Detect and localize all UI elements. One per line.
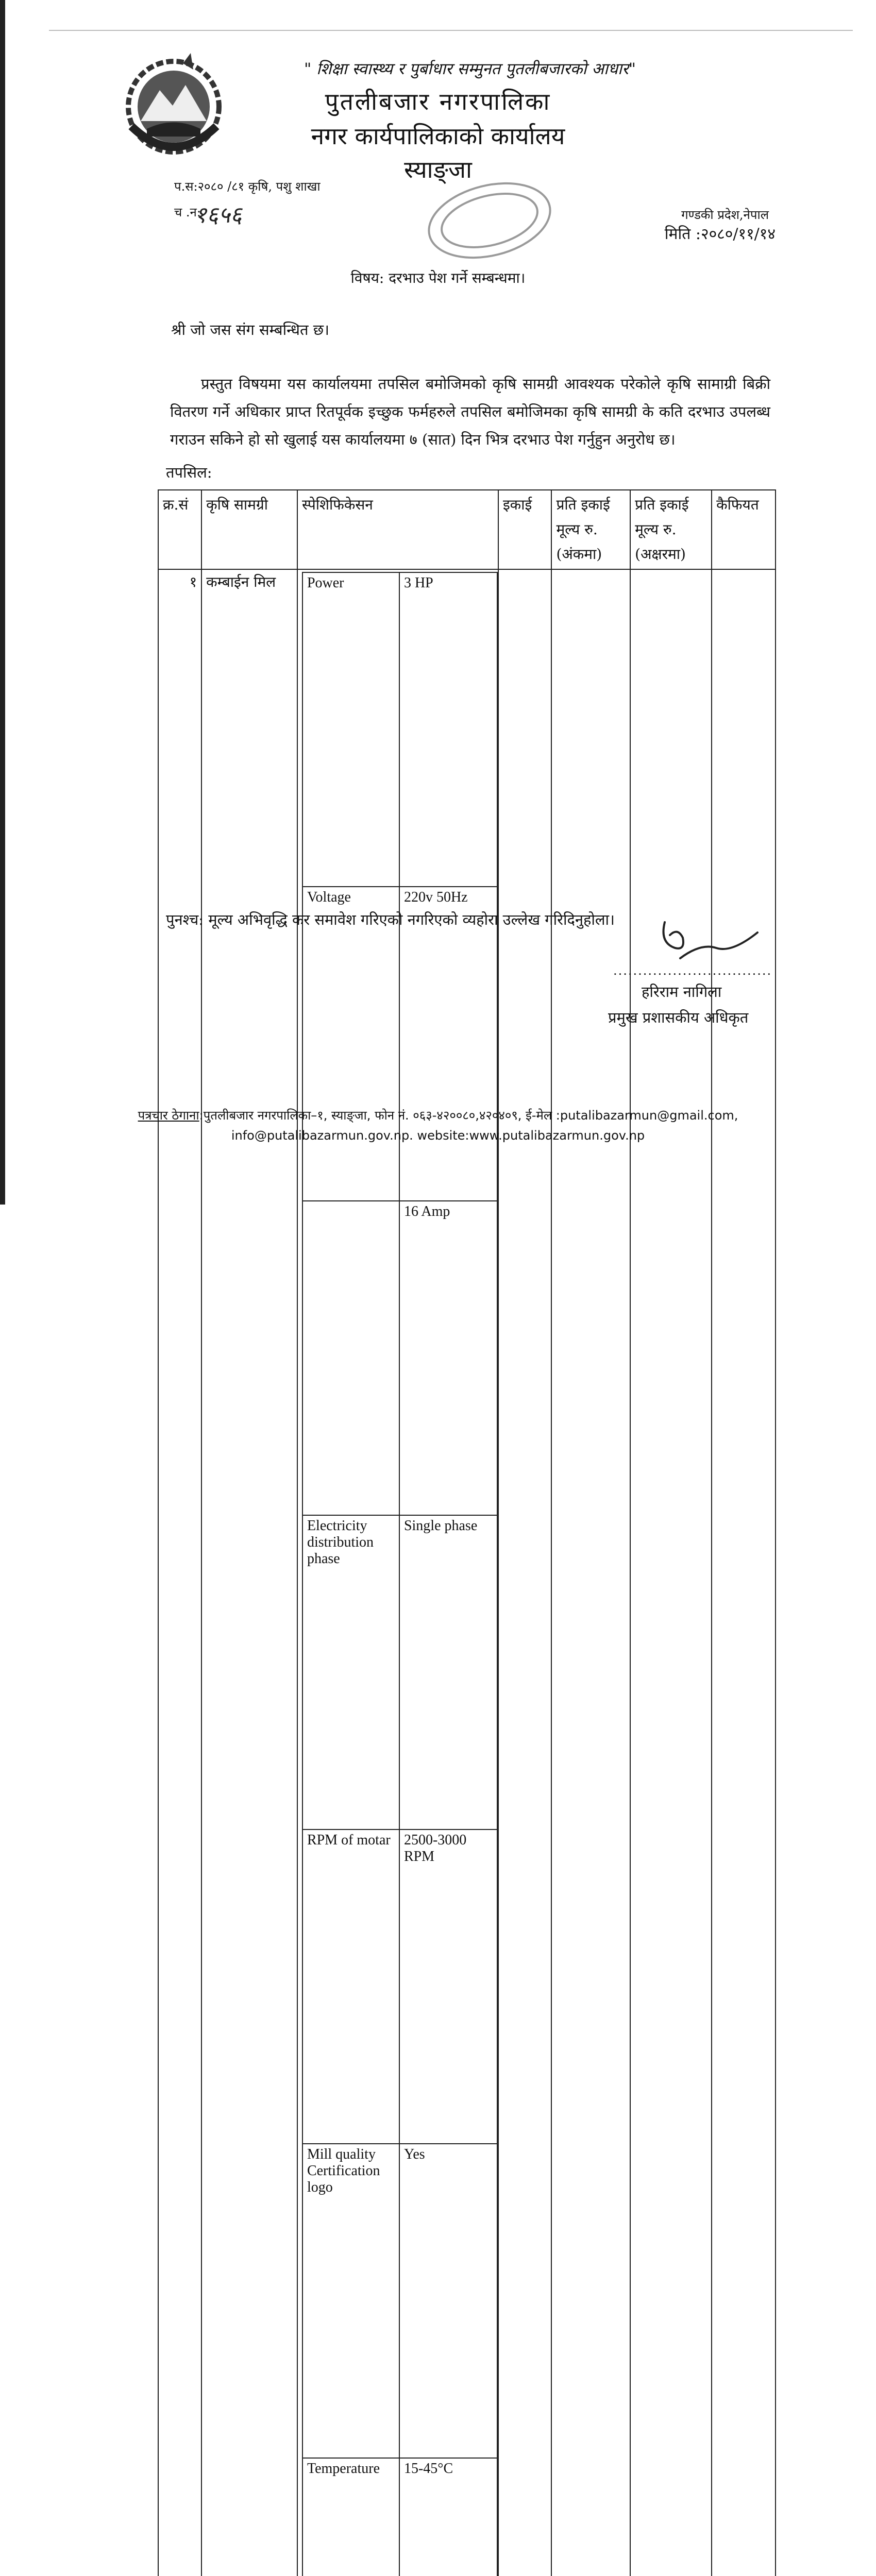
- col-header-item: कृषि सामग्री: [201, 490, 297, 569]
- body-paragraph: प्रस्तुत विषयमा यस कार्यालयमा तपसिल बमोजिमको कृषि सामग्री आवश्यक परेकोले कृषि सामाग्री बिक्री वितरण गर्ने अधिकार प्राप्त रितपूर्वक इच्छुक फर्महरुले तपसिल बमोजिमका कृषि सामग्री के कति दरभाउ उपलब्ध गराउन सकिने हो सो खुलाई यस कार्यालयमा ७ (सात) दिन भित्र दरभाउ पेश गर्नुहुन अनुरोध छ।: [170, 375, 770, 448]
- province: गण्डकी प्रदेश,नेपाल: [681, 208, 769, 222]
- spec-key: Electricity distribution phase: [302, 1515, 399, 1829]
- spec-row: [302, 1829, 497, 2144]
- spec-value: Single phase: [399, 1515, 497, 1829]
- row-price-figure: [551, 569, 630, 2576]
- letter-date: मिति :२०८०/११/१४: [664, 225, 776, 243]
- footer-line1: :पुतलीबजार नगरपालिका–१, स्याङ्जा, फोन नं. ०६३-४२००८०,४२०४०९, ई-मेल :putalibazarmun@gmail.com,: [199, 1108, 738, 1123]
- row-remarks: [712, 569, 776, 2576]
- motto: " शिक्षा स्वास्थ्य र पुर्बाधार सम्मुनत पुतलीबजारको आधार": [304, 60, 636, 78]
- spec-row: [302, 1201, 497, 1515]
- col-header-spec: स्पेशिफिकेसन: [297, 490, 498, 569]
- spec-table: [302, 572, 498, 2576]
- spec-value: 2500-3000 RPM: [399, 1829, 497, 2144]
- spec-row: [302, 2458, 497, 2576]
- spec-row: [302, 1515, 497, 1829]
- chalani-label: च .न:: [174, 205, 201, 219]
- col-header-sn: क्र.सं: [158, 490, 201, 569]
- spec-row: [302, 2144, 497, 2458]
- municipality-name: पुतलीबजार नगरपालिका: [325, 88, 551, 115]
- col-header-remarks: कैफियत: [712, 490, 776, 569]
- footer-label: पत्रचार ठेगाना: [138, 1108, 199, 1123]
- spec-row: [302, 887, 497, 1201]
- spec-value: 15-45°C: [399, 2458, 497, 2576]
- tapasil-label: तपसिल:: [166, 464, 212, 481]
- spec-key: Temperature: [302, 2458, 399, 2576]
- footer-contact: info@putalibazarmun.gov.np. website:www.putalibazarmun.gov.np: [231, 1128, 645, 1143]
- district-name: स्याङ्जा: [404, 156, 472, 183]
- subject-line: विषय: दरभाउ पेश गर्ने सम्बन्धमा।: [350, 269, 526, 286]
- signature-line: ................................: [613, 963, 772, 978]
- spec-value: 16 Amp: [399, 1201, 497, 1515]
- signer-name: हरिराम नागिला: [642, 983, 722, 1001]
- price-quotation-table: [158, 489, 776, 2576]
- row-unit: [498, 569, 552, 2576]
- footer-address: [0, 1107, 876, 1124]
- salutation: श्री जो जस संग सम्बन्धित छ।: [171, 321, 330, 338]
- table-row: [158, 569, 776, 2576]
- col-header-unit: इकाई: [498, 490, 552, 569]
- office-name: नगर कार्यपालिकाको कार्यालय: [311, 122, 565, 150]
- top-rule: [49, 30, 853, 31]
- spec-value: 3 HP: [399, 572, 497, 887]
- patra-sankhya: प.स:२०८० /८१ कृषि, पशु शाखा: [174, 179, 321, 194]
- spec-key: [302, 1201, 399, 1515]
- signer-title: प्रमुख प्रशासकीय अधिकृत: [608, 1009, 749, 1026]
- spec-value: 220v 50Hz: [399, 887, 497, 1201]
- row-sn: १: [158, 569, 201, 2576]
- col-header-price-figure: प्रति इकाई मूल्य रु. (अंकमा): [551, 490, 630, 569]
- row-spec-cell: [297, 569, 498, 2576]
- chalani-number: १६५६: [195, 202, 242, 228]
- office-stamp: [417, 175, 562, 265]
- col-header-price-words: प्रति इकाई मूल्य रु. (अक्षरमा): [630, 490, 712, 569]
- spec-key: Voltage: [302, 887, 399, 1201]
- spec-key: Mill quality Certification logo: [302, 2144, 399, 2458]
- spec-key: RPM of motar: [302, 1829, 399, 2144]
- row-item: कम्बाईन मिल: [201, 569, 297, 2576]
- table-header-row: [158, 490, 776, 569]
- row-price-words: [630, 569, 712, 2576]
- spec-key: Power: [302, 572, 399, 887]
- spec-value: Yes: [399, 2144, 497, 2458]
- spec-row: [302, 572, 497, 887]
- postscript: पुनश्च: मूल्य अभिवृद्धि कर समावेश गरिएको नगरिएको व्यहोरा उल्लेख गरिदिनुहोला।: [166, 911, 615, 928]
